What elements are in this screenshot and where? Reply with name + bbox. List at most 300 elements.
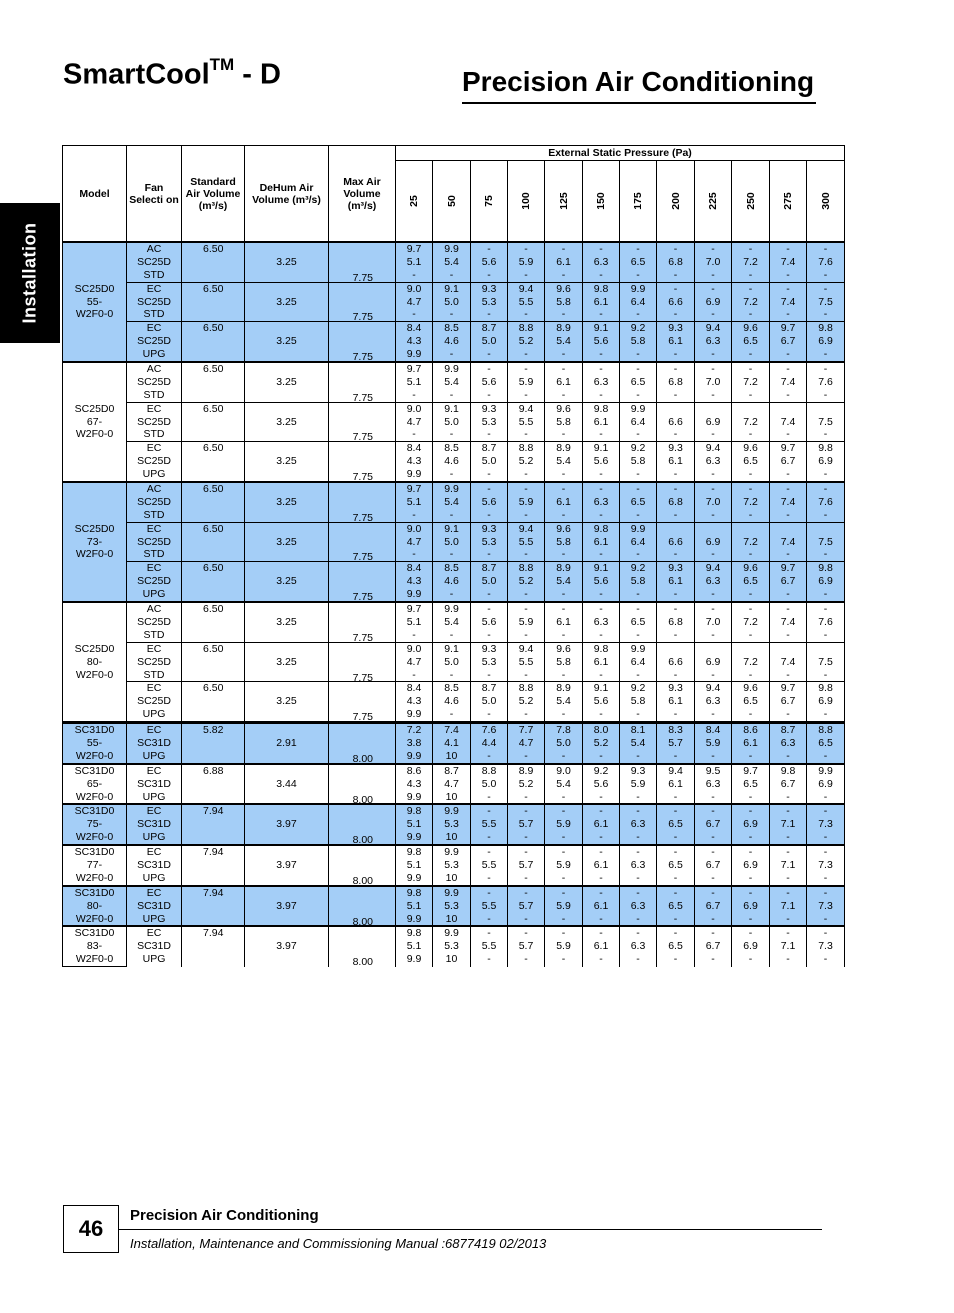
spacer-line: [245, 548, 328, 561]
max-air-value: 7.75: [352, 471, 373, 484]
esp-value: 8.9: [556, 322, 571, 335]
esp-value: 8.0: [593, 724, 609, 737]
esp-value: 9.4: [518, 402, 534, 415]
esp-value: 5.3: [481, 295, 497, 308]
table-row: [63, 562, 845, 602]
esp-value: -: [711, 927, 715, 940]
esp-value: 5.9: [556, 899, 571, 912]
esp-value: -: [786, 927, 790, 940]
esp-cell-200: [657, 764, 695, 805]
pressure-header-275: [770, 161, 807, 243]
esp-value: -: [561, 308, 566, 321]
esp-value: 6.8: [668, 255, 683, 268]
esp-value: 6.7: [705, 940, 721, 953]
esp-value: -: [786, 831, 790, 844]
esp-value: 6.1: [556, 375, 571, 388]
esp-cell-25: [396, 322, 433, 362]
esp-cell-25: [396, 723, 433, 764]
esp-value: 6.5: [743, 335, 758, 348]
spacer-line: [329, 483, 373, 496]
esp-value: 8.5: [444, 682, 459, 695]
esp-value: -: [412, 268, 416, 281]
esp-cell-25: [396, 402, 433, 442]
esp-value: -: [748, 308, 753, 321]
esp-value: -: [786, 348, 790, 361]
esp-cell-100: [508, 886, 545, 927]
fan-selection-cell: [127, 242, 182, 282]
esp-value: 4.7: [406, 655, 422, 668]
fan-line: SC25D: [137, 575, 171, 588]
esp-value: -: [748, 708, 753, 721]
product-variant: - D: [234, 58, 281, 91]
esp-value: -: [561, 708, 566, 721]
esp-value: -: [786, 708, 790, 721]
esp-value: -: [711, 603, 715, 616]
esp-value: [770, 643, 806, 656]
esp-value: -: [636, 628, 640, 641]
esp-value: -: [711, 243, 715, 255]
esp-value: 6.5: [743, 695, 758, 708]
fan-line: EC: [146, 442, 162, 455]
esp-value: 9.9: [444, 483, 459, 496]
spacer-line: [329, 243, 373, 256]
esp-value: 5.6: [593, 455, 609, 468]
pressure-label: 175: [632, 192, 644, 210]
fan-line: SC25D: [137, 255, 171, 268]
esp-cell-25: [396, 886, 433, 927]
spacer-line: [329, 859, 373, 872]
esp-cell-25: [396, 926, 433, 966]
fan-line: EC: [146, 402, 162, 415]
esp-value: -: [823, 628, 828, 641]
esp-cell-100: [508, 723, 545, 764]
esp-value: 7.3: [818, 858, 833, 871]
page-title: Precision Air Conditioning: [462, 66, 815, 97]
esp-value: 8.7: [481, 322, 497, 335]
esp-value: 4.3: [406, 455, 422, 468]
esp-value: -: [487, 831, 491, 844]
esp-value: [807, 523, 844, 536]
fan-line: EC: [146, 562, 162, 575]
esp-value: 7.3: [818, 818, 833, 831]
esp-cell-250: [732, 764, 770, 805]
esp-cell-75: [471, 602, 508, 642]
esp-value: -: [449, 388, 454, 401]
esp-value: -: [823, 831, 828, 844]
esp-value: 5.4: [556, 777, 571, 790]
esp-value: 9.4: [668, 764, 683, 777]
esp-value: 6.5: [743, 777, 758, 790]
esp-value: 6.1: [593, 535, 609, 548]
pressure-header-50: [433, 161, 471, 243]
spacer-line: [203, 496, 244, 509]
esp-value: 9.5: [705, 764, 721, 777]
standard-air-cell: [182, 764, 245, 805]
table-row: [63, 602, 845, 642]
esp-value: 5.9: [518, 255, 534, 268]
spacer-line: [203, 348, 244, 361]
esp-value: 6.7: [780, 695, 796, 708]
fan-line: SC25D: [137, 495, 171, 508]
esp-cell-250: [732, 362, 770, 402]
spacer-line: [329, 376, 373, 389]
esp-value: -: [711, 308, 715, 321]
esp-value: 5.8: [630, 335, 646, 348]
fan-line: EC: [146, 642, 162, 655]
esp-value: -: [524, 871, 528, 884]
esp-value: -: [636, 846, 640, 859]
pressure-label: 50: [445, 195, 458, 207]
table-row: [63, 886, 845, 927]
spacer-line: [245, 682, 328, 695]
esp-value: -: [823, 308, 828, 321]
esp-value: 6.1: [556, 615, 571, 628]
esp-cell-300: [807, 642, 845, 682]
esp-value: 5.9: [705, 736, 721, 749]
spacer-line: [329, 805, 373, 818]
esp-value: 7.1: [780, 858, 796, 871]
esp-value: 4.7: [444, 777, 459, 790]
model-line: W2F0-0: [75, 308, 114, 321]
spacer-line: [203, 859, 244, 872]
esp-value: -: [412, 428, 416, 441]
model-line: 80-: [86, 655, 103, 668]
esp-value: -: [786, 871, 790, 884]
esp-value: 9.4: [705, 322, 721, 335]
esp-value: -: [823, 927, 828, 940]
esp-value: 7.6: [481, 724, 497, 737]
esp-cell-75: [471, 642, 508, 682]
esp-value: 6.3: [705, 455, 721, 468]
esp-value: -: [636, 749, 640, 762]
esp-cell-175: [620, 522, 657, 562]
fan-line: SC31D: [137, 818, 171, 831]
esp-value: -: [636, 871, 640, 884]
fan-line: SC25D: [137, 295, 171, 308]
model-line: SC31D0: [74, 805, 115, 818]
esp-cell-250: [732, 562, 770, 602]
esp-value: -: [561, 508, 566, 521]
esp-value: -: [599, 508, 603, 521]
esp-value: -: [786, 628, 790, 641]
dehum-air-value: 3.44: [276, 777, 297, 790]
table-row: [63, 926, 845, 966]
esp-value: -: [561, 388, 566, 401]
esp-value: -: [561, 805, 566, 818]
esp-value: -: [487, 483, 491, 496]
esp-value: -: [487, 268, 491, 281]
spacer-line: [329, 778, 373, 791]
esp-value: 9.8: [818, 322, 833, 335]
esp-value: -: [487, 927, 491, 940]
esp-value: -: [711, 282, 715, 295]
esp-value: 6.6: [668, 655, 683, 668]
esp-value: 5.6: [593, 575, 609, 588]
esp-value: -: [823, 243, 828, 255]
esp-value: 9.1: [444, 402, 459, 415]
esp-cell-150: [583, 845, 620, 886]
esp-cell-175: [620, 804, 657, 845]
esp-value: 10: [445, 953, 458, 966]
esp-value: -: [487, 668, 491, 681]
spacer-line: [329, 256, 373, 269]
esp-value: -: [636, 886, 640, 899]
max-air-value: 7.75: [352, 671, 373, 684]
spacer-line: [329, 335, 373, 348]
esp-cell-75: [471, 886, 508, 927]
esp-value: -: [487, 953, 491, 966]
dehum-air-cell: [245, 723, 329, 764]
spacer-line: [245, 629, 328, 642]
table-row: [63, 282, 845, 322]
esp-value: 8.8: [518, 322, 534, 335]
esp-value: 6.4: [630, 415, 646, 428]
esp-value: -: [449, 268, 454, 281]
esp-cell-250: [732, 402, 770, 442]
esp-value: -: [636, 927, 640, 940]
esp-value: -: [786, 508, 790, 521]
standard-air-value: 7.94: [203, 805, 224, 818]
esp-value: -: [524, 508, 528, 521]
max-air-cell: [329, 886, 396, 927]
esp-cell-225: [695, 522, 732, 562]
esp-value: -: [673, 243, 678, 255]
esp-value: -: [561, 468, 566, 481]
esp-value: 5.1: [406, 858, 422, 871]
esp-value: 6.3: [630, 818, 646, 831]
esp-cell-50: [433, 886, 471, 927]
esp-value: 6.3: [705, 335, 721, 348]
esp-value: -: [673, 282, 678, 295]
max-air-value: 7.75: [352, 391, 373, 404]
product-title: [63, 55, 281, 92]
esp-value: 5.3: [481, 415, 497, 428]
esp-value: 7.0: [705, 495, 721, 508]
esp-value: -: [487, 308, 491, 321]
spacer-line: [203, 548, 244, 561]
esp-value: 7.1: [780, 940, 796, 953]
col-header-dehum-air: DeHum Air Volume (m³/s): [245, 146, 329, 243]
esp-value: 5.4: [444, 375, 459, 388]
header-rule: [462, 102, 816, 104]
dehum-air-value: 3.25: [276, 615, 297, 628]
spacer-line: [203, 428, 244, 441]
esp-value: -: [711, 348, 715, 361]
esp-cell-250: [732, 322, 770, 362]
esp-value: -: [711, 363, 715, 376]
esp-value: 5.8: [556, 655, 571, 668]
page-number: 46: [78, 1216, 104, 1241]
esp-value: 4.6: [444, 575, 459, 588]
esp-cell-125: [545, 362, 583, 402]
esp-cell-300: [807, 562, 845, 602]
esp-value: -: [561, 628, 566, 641]
esp-value: 9.2: [630, 562, 646, 575]
esp-value: -: [786, 548, 790, 561]
esp-value: 9.8: [593, 402, 609, 415]
esp-value: -: [748, 871, 753, 884]
esp-value: -: [524, 388, 528, 401]
esp-value: 5.6: [593, 335, 609, 348]
model-line: SC31D0: [74, 846, 115, 859]
esp-cell-300: [807, 482, 845, 522]
fan-line: AC: [146, 483, 162, 496]
esp-value: -: [599, 588, 603, 601]
esp-value: 7.4: [780, 615, 796, 628]
fan-line: SC25D: [137, 615, 171, 628]
esp-value: -: [748, 428, 753, 441]
esp-cell-150: [583, 322, 620, 362]
esp-cell-175: [620, 682, 657, 723]
dehum-air-cell: [245, 886, 329, 927]
esp-cell-50: [433, 845, 471, 886]
esp-value: -: [636, 603, 640, 616]
esp-value: 6.3: [705, 575, 721, 588]
col-header-fan: Fan Selecti on: [127, 146, 182, 243]
esp-value: 5.9: [518, 495, 534, 508]
esp-value: 8.5: [444, 562, 459, 575]
esp-value: 7.1: [780, 899, 796, 912]
esp-cell-75: [471, 562, 508, 602]
spacer-line: [245, 243, 328, 256]
table-row: [63, 682, 845, 723]
esp-value: -: [823, 363, 828, 376]
esp-value: 5.6: [481, 255, 497, 268]
max-air-cell: [329, 362, 396, 402]
spacer-line: [329, 695, 373, 708]
esp-value: 8.7: [481, 562, 497, 575]
esp-value: 9.9: [630, 522, 646, 535]
esp-cell-75: [471, 926, 508, 966]
esp-value: -: [673, 628, 678, 641]
esp-value: -: [823, 348, 828, 361]
esp-value: -: [673, 846, 678, 859]
esp-value: 7.2: [743, 535, 758, 548]
esp-cell-200: [657, 442, 695, 482]
esp-value: -: [673, 953, 678, 966]
dehum-air-cell: [245, 562, 329, 602]
esp-value: 9.4: [705, 442, 721, 455]
esp-value: 7.4: [444, 724, 459, 737]
dehum-air-cell: [245, 402, 329, 442]
esp-value: 9.4: [705, 562, 721, 575]
esp-value: 7.2: [743, 495, 758, 508]
esp-value: -: [711, 831, 715, 844]
esp-cell-250: [732, 723, 770, 764]
esp-value: -: [487, 886, 491, 899]
esp-value: -: [599, 846, 603, 859]
esp-value: 9.1: [593, 562, 609, 575]
esp-value: 6.6: [668, 295, 683, 308]
esp-value: -: [599, 749, 603, 762]
esp-value: 8.7: [481, 442, 497, 455]
standard-air-cell: [182, 522, 245, 562]
fan-line: UPG: [142, 831, 166, 844]
esp-value: -: [599, 886, 603, 899]
esp-value: -: [711, 668, 715, 681]
esp-value: -: [786, 953, 790, 966]
esp-value: 9.8: [406, 846, 422, 859]
esp-cell-225: [695, 764, 732, 805]
model-cell: [63, 602, 127, 723]
esp-value: 6.4: [630, 655, 646, 668]
esp-value: 6.9: [818, 575, 833, 588]
esp-value: 4.3: [406, 575, 422, 588]
esp-value: -: [524, 348, 528, 361]
esp-value: -: [524, 243, 528, 255]
esp-value: -: [786, 588, 790, 601]
max-air-cell: [329, 282, 396, 322]
esp-value: 7.2: [743, 295, 758, 308]
esp-cell-125: [545, 282, 583, 322]
max-air-value: 7.75: [352, 431, 373, 444]
standard-air-value: 6.50: [203, 322, 224, 335]
esp-cell-150: [583, 764, 620, 805]
esp-value: 6.4: [630, 535, 646, 548]
esp-value: -: [786, 243, 790, 255]
esp-value: 6.3: [593, 495, 609, 508]
esp-value: -: [449, 508, 454, 521]
spacer-line: [245, 805, 328, 818]
esp-value: -: [711, 268, 715, 281]
esp-value: 5.0: [481, 575, 497, 588]
esp-value: -: [748, 548, 753, 561]
esp-value: 6.8: [668, 495, 683, 508]
esp-cell-250: [732, 482, 770, 522]
esp-value: 8.8: [518, 442, 534, 455]
max-air-value: 8.00: [352, 956, 373, 969]
esp-cell-25: [396, 362, 433, 402]
esp-value: 4.3: [406, 335, 422, 348]
spacer-line: [245, 872, 328, 885]
esp-value: -: [823, 388, 828, 401]
esp-value: 9.9: [444, 927, 459, 940]
esp-value: 6.1: [668, 777, 683, 790]
fan-selection-cell: [127, 886, 182, 927]
esp-cell-275: [770, 402, 807, 442]
esp-cell-250: [732, 602, 770, 642]
table-row: [63, 522, 845, 562]
esp-value: -: [636, 588, 640, 601]
model-cell: [63, 242, 127, 362]
model-cell: [63, 804, 127, 845]
spacer-line: [329, 656, 373, 669]
esp-value: 5.9: [518, 615, 534, 628]
esp-value: -: [673, 363, 678, 376]
esp-value: 8.4: [406, 442, 422, 455]
max-air-value: 7.75: [352, 511, 373, 524]
esp-value: 3.8: [406, 736, 422, 749]
esp-value: 6.1: [668, 455, 683, 468]
esp-cell-300: [807, 282, 845, 322]
model-line: 55-: [86, 736, 103, 749]
esp-value: -: [823, 912, 828, 925]
esp-value: -: [524, 886, 528, 899]
esp-value: 9.4: [705, 682, 721, 695]
esp-value: 8.4: [406, 682, 422, 695]
model-line: W2F0-0: [75, 831, 114, 844]
esp-value: -: [748, 831, 753, 844]
spacer-line: [329, 496, 373, 509]
esp-value: 6.9: [743, 818, 758, 831]
esp-cell-275: [770, 242, 807, 282]
esp-cell-100: [508, 926, 545, 966]
model-cell: [63, 482, 127, 602]
esp-value: 4.1: [444, 736, 459, 749]
esp-value: [770, 523, 806, 536]
esp-value: 5.3: [444, 899, 459, 912]
esp-value: -: [711, 708, 715, 721]
